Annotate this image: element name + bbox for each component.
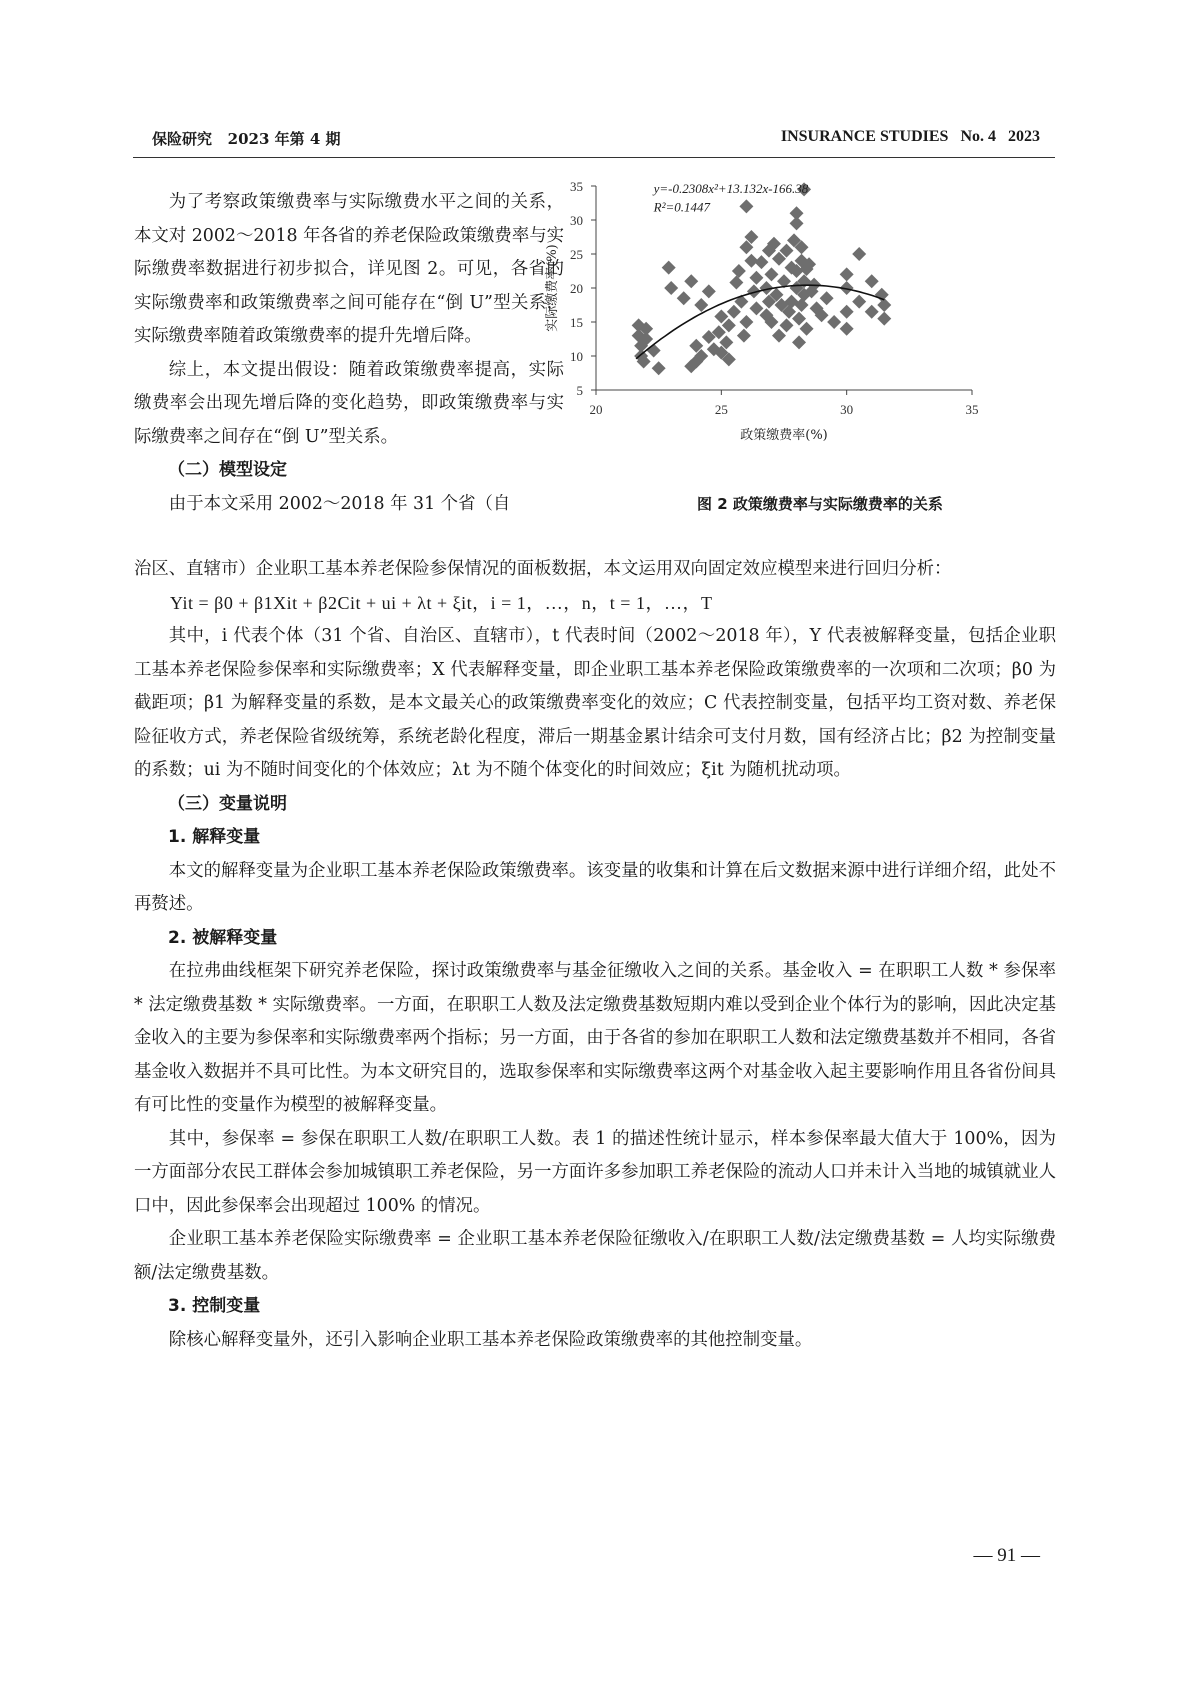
data-point: [827, 315, 841, 329]
data-point: [662, 261, 676, 275]
data-point: [840, 267, 854, 281]
data-point: [702, 284, 716, 298]
data-point: [652, 361, 666, 375]
paragraph: 综上，本文提出假设：随着政策缴费率提高，实际缴费率会出现先增后降的变化趋势，即政策缴费率与实际缴费率之间存在“倒 U”型关系。: [134, 359, 564, 447]
paragraph: 其中，参保率 = 参保在职职工人数/在职职工人数。表 1 的描述性统计显示，样本参保率最大值大于 100%，因为一方面部分农民工群体会参加城镇职工养老保险，另一方面许多参加职工养老保险的流动人口并未计入当地的城镇就业人口中，因此参保率会出现超过 100% 的情况。: [134, 1128, 1056, 1216]
section-heading-model: （二）模型设定: [168, 460, 287, 480]
data-point: [737, 329, 751, 343]
figure-2: [545, 179, 1070, 520]
paragraph: 在拉弗曲线框架下研究养老保险，探讨政策缴费率与基金征缴收入之间的关系。基金收入 = 在职职工人数 * 参保率 * 法定缴费基数 * 实际缴费率。一方面，在职职工人数及法定缴费基数短期内难以受到企业个体行为的影响，因此决定基金收入的主要为参保率和实际缴费率两个指标；另一方面，由于各省的参加在职职工人数和法定缴费基数并不相同，各省基金收入数据并不具可比性。为本文研究目的，选取参保率和实际缴费率这两个对基金收入起主要影响作用且各省份间具有可比性的变量作为模型的被解释变量。: [134, 961, 1056, 1115]
x-tick-label: 25: [714, 402, 728, 417]
y-axis-label: 实际缴费率(%): [545, 244, 560, 332]
data-point: [739, 199, 753, 213]
data-point: [749, 301, 763, 315]
data-point: [684, 274, 698, 288]
y-tick-label: 10: [570, 349, 583, 364]
paragraph: 治区、直辖市）企业职工基本养老保险参保情况的面板数据，本文运用双向固定效应模型来进行回归分析：: [134, 559, 952, 579]
r-squared: R²=0.1447: [653, 199, 711, 215]
paragraph: 由于本文采用 2002～2018 年 31 个省（自: [168, 493, 511, 514]
y-tick-label: 25: [570, 247, 583, 262]
subheading-explanatory: 1. 解释变量: [168, 827, 261, 847]
data-point: [772, 329, 786, 343]
data-point: [732, 264, 746, 278]
paragraph: 企业职工基本养老保险实际缴费率 = 企业职工基本养老保险征缴收入/在职职工人数/法定缴费基数 = 人均实际缴费额/法定缴费基数。: [134, 1229, 1056, 1283]
data-point: [764, 267, 778, 281]
data-point: [865, 305, 879, 319]
paragraph: 本文的解释变量为企业职工基本养老保险政策缴费率。该变量的收集和计算在后文数据来源中进行详细介绍，此处不再赘述。: [134, 860, 1056, 914]
data-point: [875, 288, 889, 302]
data-point: [852, 247, 866, 261]
x-axis-label: 政策缴费率(%): [740, 428, 828, 443]
data-point: [739, 315, 753, 329]
y-tick-label: 15: [570, 315, 583, 330]
data-point: [647, 344, 661, 358]
data-point: [694, 298, 708, 312]
x-tick-label: 20: [589, 402, 603, 417]
data-point: [852, 295, 866, 309]
header-rule: [133, 157, 1055, 158]
y-tick-label: 35: [570, 179, 583, 194]
data-point: [754, 255, 768, 269]
data-point: [840, 305, 854, 319]
data-point: [877, 298, 891, 312]
data-point: [792, 312, 806, 326]
figure-caption: 图 2 政策缴费率与实际缴费率的关系: [697, 495, 943, 513]
fit-equation: y=-0.2308x²+13.132x-166.38: [653, 181, 809, 197]
paragraph: 其中，i 代表个体（31 个省、自治区、直辖市），t 代表时间（2002～2018 年），Y 代表被解释变量，包括企业职工基本养老保险参保率和实际缴费率；X 代表解释变量，即企业职工基本养老保险政策缴费率的一次项和二次项；β0 为截距项；β1 为解释变量的系数，是本文最关心的政策缴费率变化的效应；C 代表控制变量，包括平均工资对数、养老保险征收方式，养老保险省级统筹，系统老龄化程度，滞后一期基金累计结余可支付月数，国有经济占比；β2 为控制变量的系数；ui 为不随时间变化的个体效应；λt 为不随个体变化的时间效应；ξit 为随机扰动项。: [134, 626, 1056, 780]
data-point: [820, 291, 834, 305]
left-column: [134, 186, 564, 521]
data-point: [780, 318, 794, 332]
fit-curve: [636, 285, 884, 359]
journal-header-right: INSURANCE STUDIES No. 4 2023: [780, 128, 1040, 145]
data-point: [749, 271, 763, 285]
data-point: [865, 274, 879, 288]
data-point: [664, 281, 678, 295]
data-point: [729, 276, 743, 290]
section-heading-variables: （三）变量说明: [168, 793, 287, 814]
x-tick-label: 35: [965, 402, 979, 417]
paragraph: 为了考察政策缴费率与实际缴费水平之间的关系，本文对 2002～2018 年各省的养老保险政策缴费率与实际缴费率数据进行初步拟合，详见图 2。可见，各省的实际缴费率和政策缴费率之间可能存在“倒 U”型关系，实际缴费率随着政策缴费率的提升先增后降。: [134, 192, 564, 346]
y-tick-label: 20: [570, 281, 583, 296]
data-point: [727, 305, 741, 319]
data-point: [840, 322, 854, 336]
regression-equation: Yit = β0 + β1Xit + β2Cit + ui + λt + ξit，i = 1，…，n，t = 1，…，T: [170, 592, 713, 613]
page-number: — 91 —: [973, 1545, 1040, 1566]
journal-header-left: 保险研究 2023 年第 4 期: [152, 130, 341, 148]
subheading-control: 3. 控制变量: [168, 1296, 261, 1316]
data-point: [792, 335, 806, 349]
data-point: [877, 312, 891, 326]
scatter-chart: [545, 179, 1070, 480]
paragraph: 除核心解释变量外，还引入影响企业职工基本养老保险政策缴费率的其他控制变量。: [168, 1329, 813, 1350]
data-point: [677, 291, 691, 305]
y-tick-label: 5: [576, 383, 583, 398]
subheading-dependent: 2. 被解释变量: [168, 927, 278, 948]
data-point: [790, 206, 804, 220]
data-point: [800, 322, 814, 336]
y-tick-label: 30: [570, 213, 583, 228]
x-tick-label: 30: [840, 402, 854, 417]
main-body: [134, 553, 1056, 1357]
